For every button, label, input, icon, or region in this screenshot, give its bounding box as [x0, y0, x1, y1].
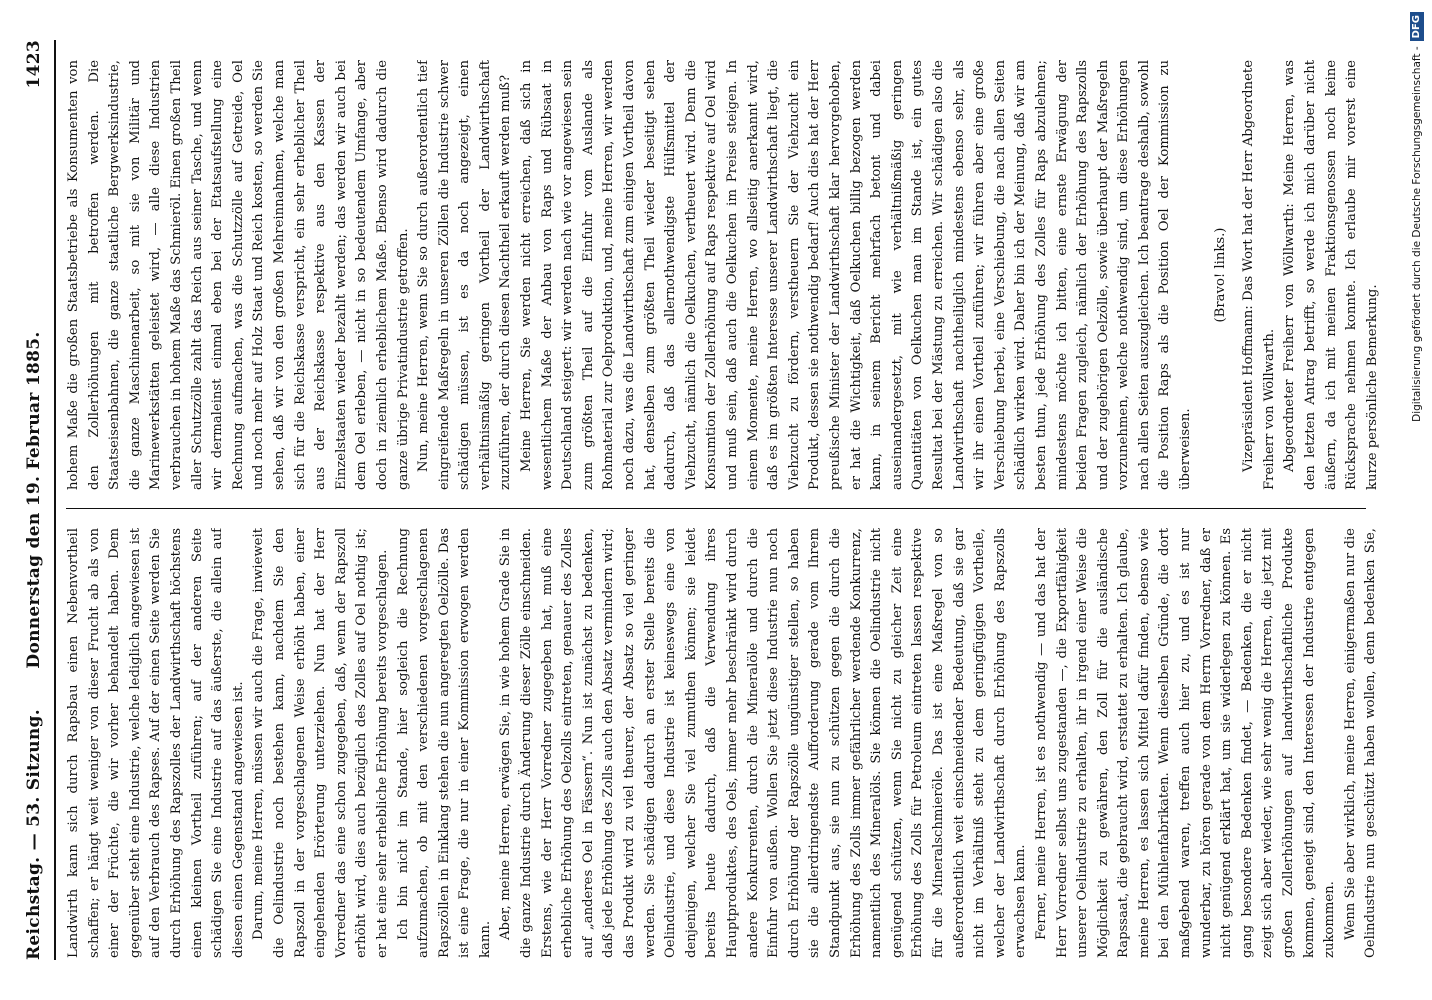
- speaker-intro: Vizepräsident Hoffmann: Das Wort hat der Herr Abgeordnete Freiherr von Wöllwarth.: [1241, 60, 1277, 490]
- paragraph: hohem Maße die großen Staatsbetriebe als Konsumenten von den Zollerhöhungen mit betroffen werden. Die Staatseisenbahnen, die ganze staatliche Bergwerksindustrie, die ganze Maschinenarbeit, so mit sie von Militär und Marinewerkstätten geleistet wird, — alle diese Industrien verbrauchen in hohem Maße das Schmieröl. Einen großen Theil aller Schutzzölle zahlt das Reich aus seiner Tasche, und wenn wir dermaleinst einmal eben bei der Etatsaufstellung eine Rechnung aufmachen, was die Schutzzölle auf Getreide, Oel und noch mehr auf Holz Staat und Reich kosten, so werden Sie sehen, daß wir von den großen Mehreinnahmen, welche man sich für die Reichskasse verspricht, ein sehr erheblicher Theil aus der Reichskasse respektive aus den Kassen der Einzelstaaten wieder bezahlt werden; das werden wir auch bei dem Oel erleben, — nicht in so bedeutendem Umfange, aber doch in ziemlich erheblichem Maße. Ebenso wird dadurch die ganze übrige Privatindustrie getroffen.: [66, 60, 411, 490]
- column-divider: [66, 508, 1366, 509]
- paragraph: Meine Herren, Sie werden nicht erreichen, daß sich in wesentlichem Maße der Anbau von Raps und Rübsaat in Deutschland steigert: wir werden nach wie vor angewiesen sein zum größten Theil auf die Einfuhr vom Auslande als Rohmaterial zur Oelproduktion, und, meine Herren, wir werden noch dazu, was die Landwirthschaft zum einigen Vortheil davon hat, denselben zum größten Theil wieder beseitigt sehen dadurch, daß das allernothwendigste Hülfsmittel der Viehzucht, nämlich die Oelkuchen, vertheuert wird. Denn die Konsumtion der Zollerhöhung auf Raps respektive auf Oel wird und muß sein, daß auch die Oelkuchen im Preise steigen. In einem Momente, meine Herren, wo allseitig anerkannt wird, daß es im größten Interesse unserer Landwirthschaft liegt, die Viehzucht zu fördern, verstheuern Sie der Viehzucht ein Produkt, dessen sie nothwendig bedarf! Auch dies hat der Herr preußische Minister der Landwirthschaft klar hervorgehoben, er hat die Wichtigkeit, daß Oelkuchen billig bezogen werden kann, in seinem Bericht mehrfach betont und dabei auseinandergesetzt, mit wie verhältnißmäßig geringen Quantitäten von Oelkuchen man im Stande ist, ein gutes Resultat bei der Mästung zu erreichen. Wir schädigen also die Landwirthschaft nachtheiliglich mindestens ebenso sehr, als wir ihr einen Vortheil zuführen; wir führen aber eine große Verschiebung herbei, eine Verschiebung, die nach allen Seiten schädlich wirken wird. Daher bin ich der Meinung, daß wir am besten thun, jede Erhöhung des Zolles für Raps abzulehnen; mindestens möchte ich bitten, eine ernste Erwägung der beiden Fragen zugleich, nämlich der Erhöhung des Rapszolls und der zugehörigen Oelzölle, sowie überhaupt der Maßregeln vorzunehmen, welche nothwendig sind, um diese Erhöhungen nach allen Seiten auszugleichen. Ich beantrage deshalb, sowohl die Position Raps als die Position Oel der Kommission zu überweisen.: [519, 60, 1194, 490]
- paragraph: Darum, meine Herren, müssen wir auch die Frage, inwieweit die Oelindustrie noch bestehen kann, nachdem Sie den Rapszoll in der vorgeschlagenen Weise erhöht haben, einer eingehenden Erörterung unterziehen. Nun hat der Herr Vorredner das eine schon zugegeben, daß, wenn der Rapszoll erhöht wird, dies auch bezüglich des Zolles auf Oel nothig ist; er hat eine sehr erhebliche Erhöhung bereits vorgeschlagen.: [251, 528, 390, 958]
- header-rule: [54, 40, 56, 960]
- digitization-credit: [1405, 0, 1429, 1000]
- paragraph: Ferner, meine Herren, ist es nothwendig — und das hat der Herr Vorredner selbst uns zugestanden —, die Exportfähigkeit unserer Oelindustrie zu erhalten, ihr in irgend einer Weise die Möglichkeit zu gewähren, den Zoll für die ausländische Rapssaat, die gebraucht wird, erstattet zu erhalten. Ich glaube, meine Herren, es lassen sich Mittel dafür finden, ebenso wie bei den Mühlenfabrikaten. Wenn dieselben Gründe, die dort maßgebend waren, treffen auch hier zu, und es ist nur wunderbar, zu hören gerade von dem Herrn Vorredner, daß er nicht genügend erklärt hat, um sie widerlegen zu können. Es gang besondere Bedenken findet, — Bedenken, die er nicht zeigt sich aber wieder, wie sehr wenig die Herren, die jetzt mit großen Zollerhöhungen auf landwirthschaftliche Produkte kommen, geneigt sind, den Interessen der Industrie entgegen zukommen.: [1033, 528, 1338, 958]
- dfg-logo: DFG: [1410, 12, 1424, 41]
- credit-text: Digitalisierung gefördert durch die Deutsche Forschungsgemeinschaft -: [1411, 46, 1423, 422]
- left-column: [64, 528, 1384, 958]
- paragraph: Ich bin nicht im Stande, hier sogleich die Rechnung aufzumachen, ob mit den verschiedenen vorgeschlagenen Rapszöllen in Einklang stehen die nun angeregten Oelzölle. Das ist eine Frage, die nur in einer Kommission erwogen werden kann.: [395, 528, 493, 958]
- paragraph: Landwirth kann sich durch Rapsbau einen Nebenvortheil schaffen; er hängt weit weniger von dieser Frucht ab als von einer der Früchte, die wir vorher behandelt haben. Dem gegenüber steht eine Industrie, welche lediglich angewiesen ist auf den Verbrauch des Rapses. Auf der einen Seite werden Sie durch Erhöhung des Rapszolles der Landwirthschaft höchstens einen kleinen Vortheil zuführen; auf der anderen Seite schädigen Sie eine Industrie auf das äußerste, die allein auf diesen einen Gegenstand angewiesen ist.: [66, 528, 246, 958]
- paragraph: Nun, meine Herren, wenn Sie so durch außerordentlich tief eingreifende Maßregeln in unseren Zöllen die Industrie schwer schädigen müssen, ist es da noch angezeigt, einen verhältnismäßig geringen Vortheil der Landwirthschaft zuzuführen, der durch diesen Nachtheil erkauft werden muß?: [416, 60, 514, 490]
- speech-paragraph: Abgeordneter Freiherr von Wöllwarth: Meine Herren, was den letzten Antrag betrifft, so werde ich mich darüber nicht äußern, da ich mit meinen Fraktionsgenossen noch keine Rücksprache nehmen konnte. Ich erlaube mir vorerst eine kurze persönliche Bemerkung.: [1282, 60, 1380, 490]
- page-number: 1423: [24, 40, 44, 89]
- credit-text-wrapper: [1405, 0, 1429, 1000]
- paragraph: Aber, meine Herren, erwägen Sie, in wie hohem Grade Sie in die ganze Industrie durch Änderung dieser Zölle einschneiden. Erstens, wie der Herr Vorredner zugegeben hat, muß eine erhebliche Erhöhung des Oelzolls eintreten, genauer des Zolles auf „anderes Oel in Fässern“. Nun ist zunächst zu bedenken, daß jede Erhöhung des Zolls auch den Absatz vermindern wird; das Produkt wird zu viel theurer, der Absatz so viel geringer werden. Sie schädigen dadurch an erster Stelle bereits die Oelindustrie, und diese Industrie ist keineswegs eine von denjenigen, welcher Sie viel zumuthen können; sie leidet bereits heute dadurch, daß die Verwendung ihres Hauptproduktes, des Oels, immer mehr beschränkt wird durch andere Konkurrenten, durch die Mineralöle und durch die Einfuhr von außen. Wollen Sie jetzt diese Industrie nun noch durch Erhöhung der Rapszölle ungünstiger stellen, so haben sie die allerdringendste Aufforderung gerade vom Ihrem Standpunkt aus, sie nun zu schützen gegen die durch die Erhöhung des Zolls immer gefährlicher werdende Konkurrenz, namentlich des Mineralöls. Sie können die Oelindustrie nicht genügend schützen, wenn Sie nicht zu gleicher Zeit eine Erhöhung des Zolls für Petroleum eintreten lassen respektive für die Mineralschmieröle. Das ist eine Maßregel von so außerordentlich weit einschneidender Bedeutung, daß sie gar nicht im Verhältniß steht zu dem geringfügigen Vortheile, welcher der Landwirthschaft durch Erhöhung des Rapszolls erwachsen kann.: [498, 528, 1029, 958]
- applause-note: (Bravo! links.): [1212, 227, 1228, 323]
- running-head-date: Donnerstag den 19. Februar 1885.: [24, 331, 44, 669]
- running-head: [14, 40, 54, 960]
- running-head-left: Reichstag. — 53. Sitzung.: [24, 709, 44, 960]
- speech-paragraph: [1383, 60, 1384, 490]
- paragraph: Wenn Sie aber wirklich, meine Herren, einigermaßen nur die Oelindustrie nun geschützt haben wollen, denn bedenken Sie,: [1342, 528, 1379, 958]
- right-column: [64, 60, 1384, 490]
